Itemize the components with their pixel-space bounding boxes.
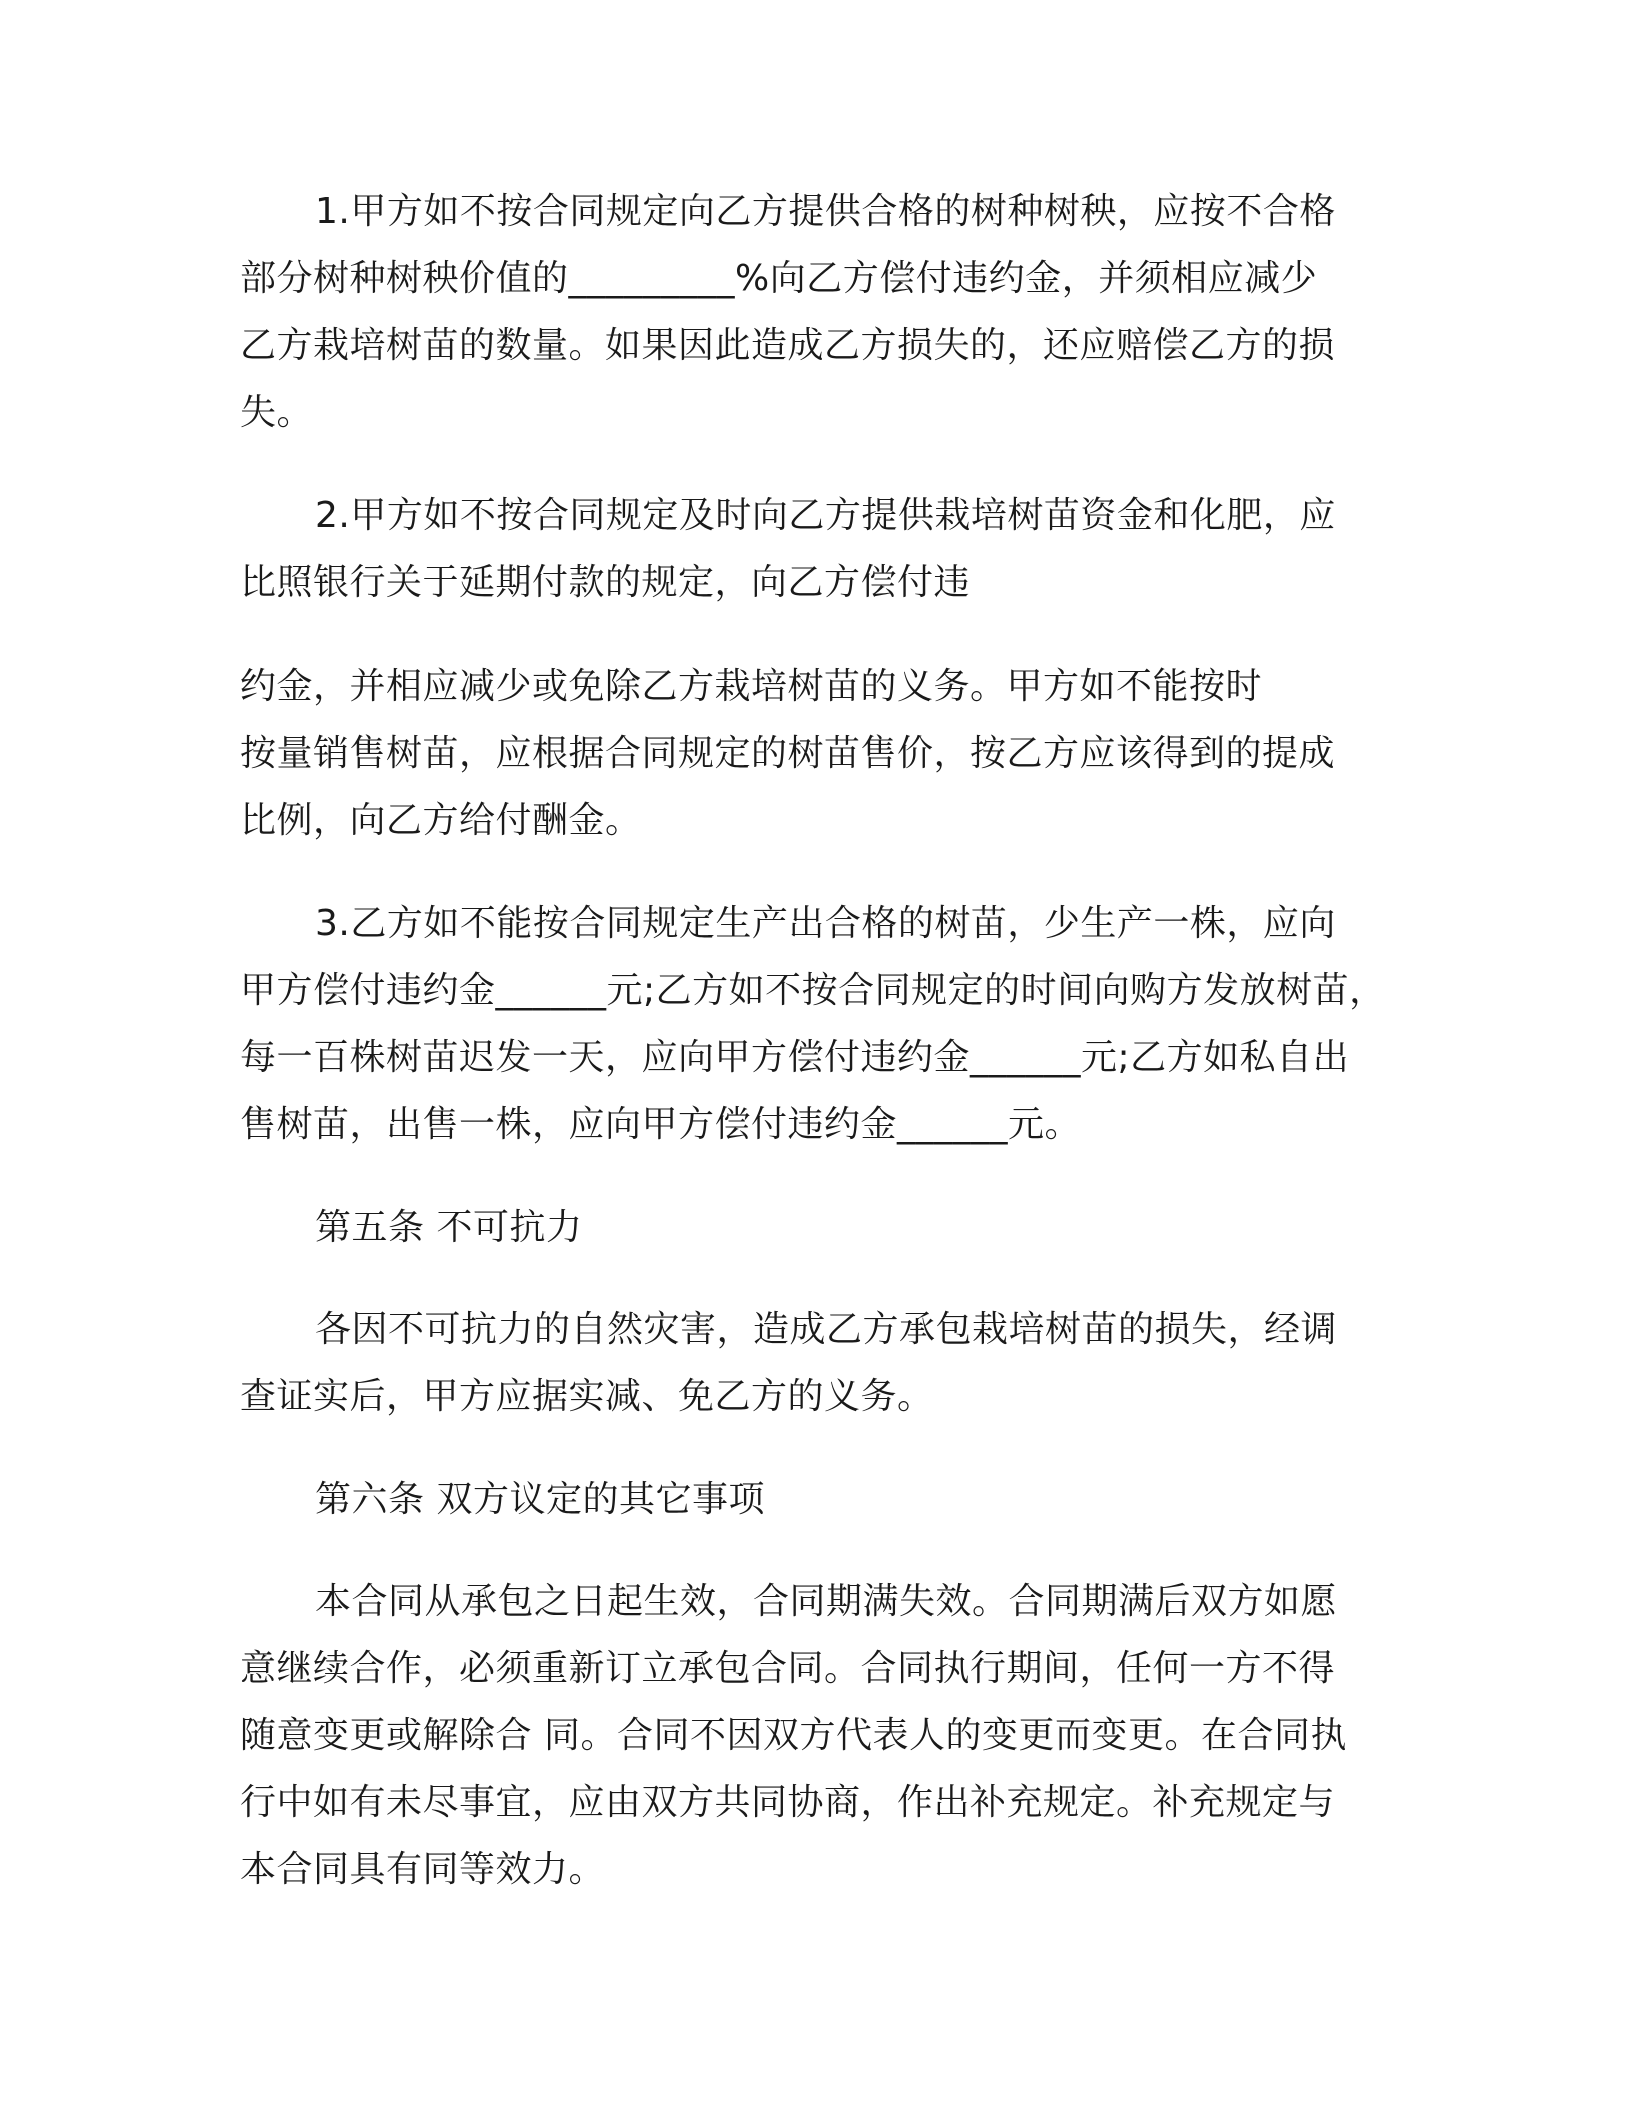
para-6-line-4: 行中如有未尽事宜，应由双方共同协商，作出补充规定。补充规定与 [240,1782,1336,1823]
section-heading-6: 第六条 双方议定的其它事项 [315,1479,765,1520]
para-1-line-2: 部分树种树秧价值的_________%向乙方偿付违约金，并须相应减少 [240,258,1318,299]
para-1-line-3: 乙方栽培树苗的数量。如果因此造成乙方损失的，还应赔偿乙方的损 [240,325,1336,366]
para-2-line-1: 2.甲方如不按合同规定及时向乙方提供栽培树苗资金和化肥，应 [315,495,1336,536]
para-6-line-3: 随意变更或解除合 同。合同不因双方代表人的变更而变更。在合同执 [240,1715,1347,1756]
para-1-line-4: 失。 [240,392,314,433]
para-5-line-2: 查证实后，甲方应据实减、免乙方的义务。 [240,1376,934,1417]
para-6-line-5: 本合同具有同等效力。 [240,1849,606,1890]
para-4-line-4: 售树苗，出售一株，应向甲方偿付违约金______元。 [240,1104,1082,1145]
para-6-line-2: 意继续合作，必须重新订立承包合同。合同执行期间，任何一方不得 [240,1648,1336,1689]
section-heading-5: 第五条 不可抗力 [315,1207,583,1248]
para-2-line-2: 比照银行关于延期付款的规定，向乙方偿付违 [240,562,971,603]
para-4-line-1: 3.乙方如不能按合同规定生产出合格的树苗，少生产一株，应向 [315,903,1336,944]
para-4-line-3: 每一百株树苗迟发一天，应向甲方偿付违约金______元;乙方如私自出 [240,1037,1350,1078]
para-3-line-3: 比例，向乙方给付酬金。 [240,800,642,841]
para-6-line-1: 本合同从承包之日起生效，合同期满失效。合同期满后双方如愿 [315,1581,1338,1622]
para-3-line-2: 按量销售树苗，应根据合同规定的树苗售价，按乙方应该得到的提成 [240,733,1336,774]
para-1-line-1: 1.甲方如不按合同规定向乙方提供合格的树种树秧，应按不合格 [315,191,1336,232]
para-5-line-1: 各因不可抗力的自然灾害，造成乙方承包栽培树苗的损失，经调 [315,1309,1338,1350]
para-3-line-1: 约金，并相应减少或免除乙方栽培树苗的义务。甲方如不能按时 [240,666,1263,707]
para-4-line-2: 甲方偿付违约金______元;乙方如不按合同规定的时间向购方发放树苗， [240,970,1386,1011]
